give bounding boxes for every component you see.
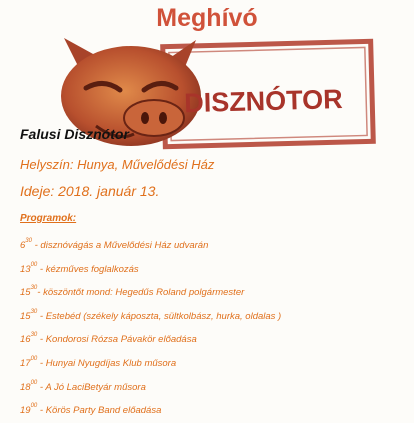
stamp-text: DISZNÓTOR <box>183 84 344 119</box>
program-item: $19^{00}$ - Körös Party Band előadása <box>20 403 162 417</box>
program-item: $6^{30}$ - disznóvágás a Művelődési Ház udvarán <box>20 238 209 252</box>
program-item: $15^{30}$ - Estebéd (székely káposzta, sültkolbász, hurka, oldalas ) <box>20 308 282 322</box>
programs-heading: Programok: <box>20 213 77 224</box>
program-item: $15^{30}-$ köszöntőt mond: Hegedűs Roland polgármester <box>20 285 245 299</box>
program-item: $17^{00}$ - Hunyai Nyugdíjas Klub műsora <box>20 355 177 370</box>
program-item: $18^{00}$ - A Jó LaciBetyár műsora <box>20 379 146 393</box>
event-date: Ideje: 2018. január 13. <box>20 183 160 199</box>
program-item: $16^{30}$ - Kondorosi Rózsa Pávakör előadása <box>20 332 197 346</box>
page-title: Meghívó <box>156 4 258 32</box>
event-venue: Helyszín: Hunya, Művelődési Ház <box>20 157 215 172</box>
event-name: Falusi Disznótor <box>20 126 129 142</box>
program-list <box>20 232 400 421</box>
program-item: $13^{00}$ - kézműves foglalkozás <box>20 261 139 275</box>
